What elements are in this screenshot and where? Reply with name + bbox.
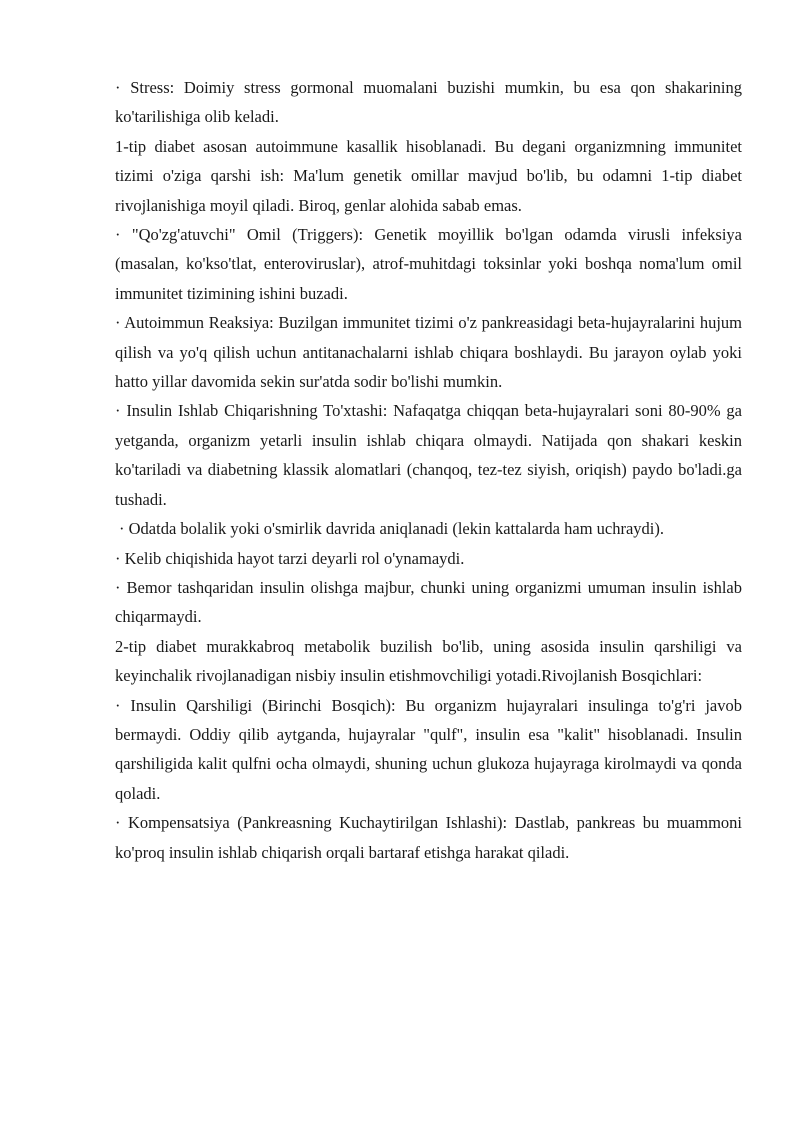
paragraph-insulin-resistance: · Insulin Qarshiligi (Birinchi Bosqich): Bu organizm hujayralari insulinga to'g'ri javob bermaydi. Oddiy qilib aytganda, hujayralar "qulf", insulin esa "kalit" hisoblanadi. Insulin qarshiligida kalit qulfni ocha olmaydi, shuning uchun glukoza hujayraga kirolmaydi va qonda qoladi. [115,695,742,803]
paragraph-compensation: · Kompensatsiya (Pankreasning Kuchaytirilgan Ishlashi): Dastlab, pankreas bu muammoni ko'proq insulin ishlab chiqarish orqali bartaraf etishga harakat qiladi. [115,813,742,862]
paragraph-autoimmune-reaction: · Autoimmun Reaksiya: Buzilgan immunitet tizimi o'z pankreasidagi beta-hujayralarini hujum qilish va yo'q qilish uchun antitanachalarni ishlab chiqara boshlaydi. Bu jarayon oylab yoki hatto yillar davomida sekin sur'atda sodir bo'lishi mumkin. [115,313,742,392]
paragraph-insulin-external: · Bemor tashqaridan insulin olishga majbur, chunki uning organizmi umuman insulin ishlab chiqarmaydi. [115,577,742,627]
paragraph-stress: · Stress: Doimiy stress gormonal muomalani buzishi mumkin, bu esa qon shakarining ko'tarilishiga olib keladi. [115,78,742,127]
paragraph-type1-intro: 1-tip diabet asosan autoimmune kasallik hisoblanadi. Bu degani organizmning immunitet tizimi o'ziga qarshi ish: Ma'lum genetik omillar mavjud bo'lib, bu odamni 1-tip diabet rivojlanishiga moyil qiladi. Biroq, genlar alohida sabab emas. [115,136,742,215]
document-page [115,73,742,867]
paragraph-triggers: · "Qo'zg'atuvchi" Omil (Triggers): Genetik moyillik bo'lgan odamda virusli infeksiya (masalan, ko'kso'tlat, enteroviruslar), atrof-muhitdagi toksinlar yoki boshqa noma'lum omil immunitet tizimining ishini buzadi. [115,225,742,303]
paragraph-insulin-stop: · Insulin Ishlab Chiqarishning To'xtashi: Nafaqatga chiqqan beta-hujayralari soni 80-90% ga yetganda, organizm yetarli insulin ishlab chiqara olmaydi. Natijada qon shakari keskin ko'tariladi va diabetning klassik alomatlari (chanqoq, tez-tez siyish, oriqish) paydo bo'ladi.ga tushadi. [115,401,742,509]
paragraph-type2-intro: 2-tip diabet murakkabroq metabolik buzilish bo'lib, uning asosida insulin qarshiligi va keyinchalik rivojlanadigan nisbiy insulin etishmovchiligi yotadi.Rivojlanish Bosqichlari: [115,636,742,686]
paragraph-childhood: · Odatda bolalik yoki o'smirlik davrida aniqlanadi (lekin kattalarda ham uchraydi). [119,519,665,539]
paragraph-lifestyle: · Kelib chiqishida hayot tarzi deyarli rol o'ynamaydi. [115,548,465,568]
